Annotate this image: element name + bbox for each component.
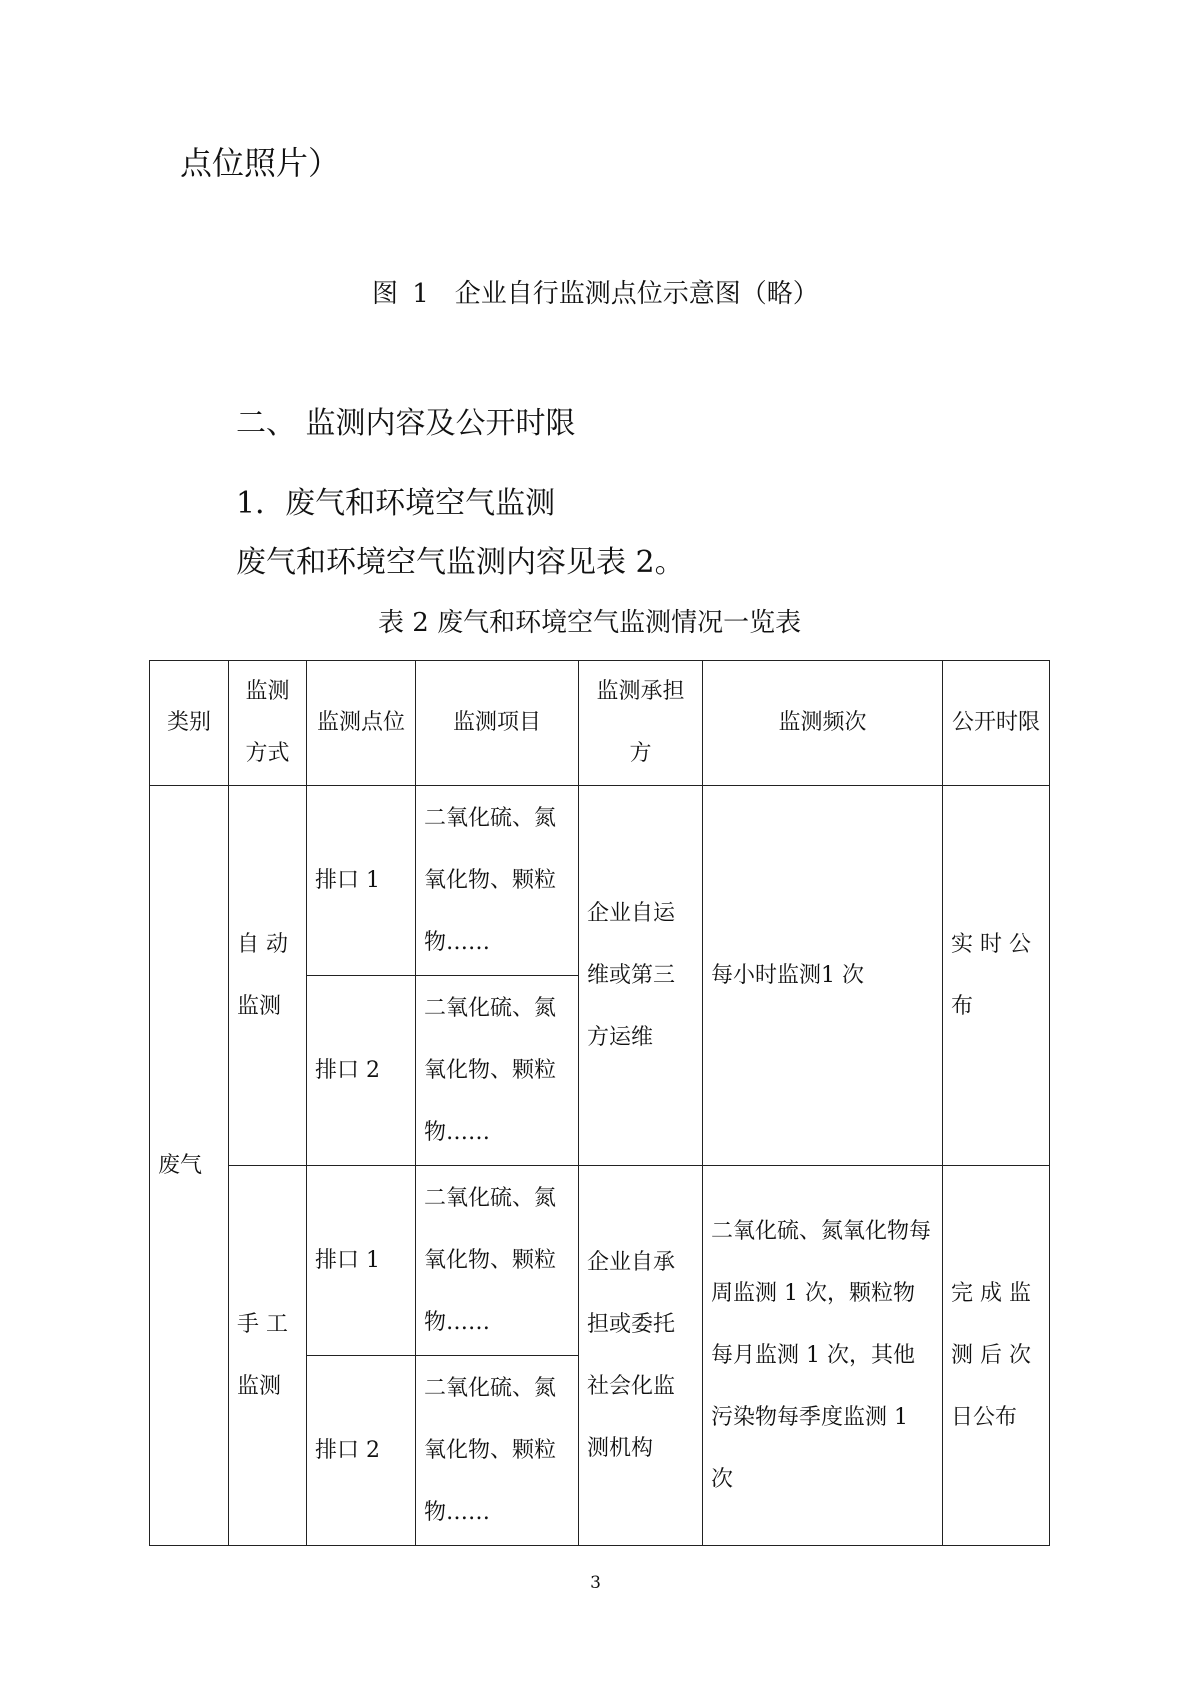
section-heading: 二、 监测内容及公开时限 (236, 406, 576, 441)
point-cell: 排口 2 (307, 976, 416, 1166)
table-header-row (150, 661, 1050, 786)
subsection-heading: 1．废气和环境空气监测 (236, 486, 556, 521)
method-cell-manual: 手 工监测 (229, 1166, 307, 1546)
continued-text: 点位照片） (180, 144, 341, 182)
frequency-cell-manual: 二氧化硫、氮氧化物每周监测 1 次，颗粒物每月监测 1 次，其他污染物每季度监测 1 次 (703, 1166, 943, 1546)
table-row (150, 1166, 1050, 1356)
point-cell: 排口 1 (307, 1166, 416, 1356)
header-cell-operator: 监测承担方 (579, 661, 703, 786)
disclosure-cell-auto: 实 时 公布 (943, 786, 1050, 1166)
monitoring-table (149, 660, 1050, 1546)
point-cell: 排口 1 (307, 786, 416, 976)
header-cell-point: 监测点位 (307, 661, 416, 786)
operator-cell-manual: 企业自承担或委托社会化监测机构 (579, 1166, 703, 1546)
header-cell-category: 类别 (150, 661, 229, 786)
table-row (150, 786, 1050, 976)
items-cell: 二氧化硫、氮氧化物、颗粒物…… (416, 1166, 579, 1356)
header-cell-disclosure: 公开时限 (943, 661, 1050, 786)
method-cell-auto: 自 动监测 (229, 786, 307, 1166)
operator-cell-auto: 企业自运维或第三方运维 (579, 786, 703, 1166)
header-cell-method: 监测方式 (229, 661, 307, 786)
header-cell-frequency: 监测频次 (703, 661, 943, 786)
header-cell-items: 监测项目 (416, 661, 579, 786)
items-cell: 二氧化硫、氮氧化物、颗粒物…… (416, 786, 579, 976)
point-cell: 排口 2 (307, 1356, 416, 1546)
items-cell: 二氧化硫、氮氧化物、颗粒物…… (416, 976, 579, 1166)
body-paragraph: 废气和环境空气监测内容见表 2。 (236, 545, 685, 580)
frequency-cell-auto: 每小时监测1 次 (703, 786, 943, 1166)
items-cell: 二氧化硫、氮氧化物、颗粒物…… (416, 1356, 579, 1546)
table-caption: 表 2 废气和环境空气监测情况一览表 (378, 608, 802, 638)
category-cell: 废气 (150, 786, 229, 1546)
disclosure-cell-manual: 完 成 监测 后 次日公布 (943, 1166, 1050, 1546)
page-number: 3 (590, 1573, 601, 1593)
figure-caption: 图 1 企业自行监测点位示意图（略） (372, 279, 819, 309)
